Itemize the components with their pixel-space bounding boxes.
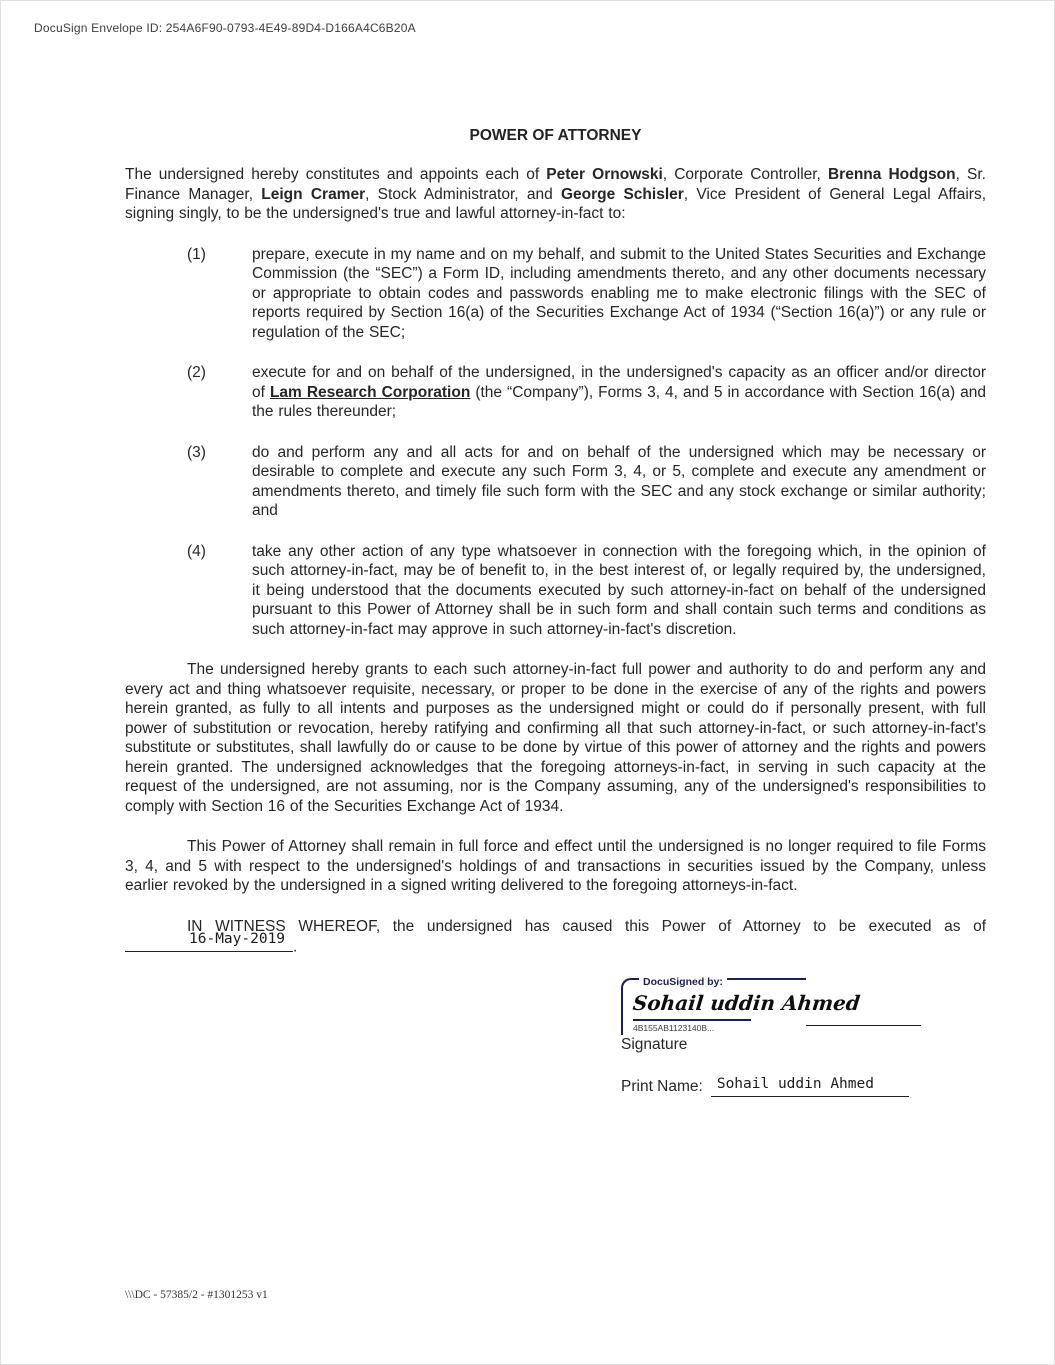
signature-underline [806,1025,921,1026]
execution-date-line [125,931,293,952]
signature-block [621,978,921,1097]
duration-paragraph: This Power of Attorney shall remain in full force and effect until the undersigned is no longer required to file Forms 3, 4, and 5 with respect to the undersigned's holdings of and transactions in securities issued by the Company, unless earlier revoked by the undersigned in a signed writing delivered to the foregoing attorneys-in-fact. [125,838,986,894]
list-item-text [252,363,986,422]
witness-period: . [293,938,298,956]
docusign-envelope-id: DocuSign Envelope ID: 254A6F90-0793-4E49-89D4-D166A4C6B20A [34,21,416,35]
appointee-name-4: George Schisler [560,185,684,203]
list-item-number: (4) [187,542,206,560]
witness-text: IN WITNESS WHEREOF, the undersigned has caused this Power of Attorney to be executed as of [187,917,986,935]
list-item-1 [187,245,986,343]
list-item-number: (3) [187,443,206,461]
list-item-text: take any other action of any type whatsoever in connection with the foregoing which, in the opinion of such attorney-in-fact, may be of benefit to, in the best interest of, or legally required by, the undersigned, it being understood that the documents executed by such attorney-in-fact on behalf of the undersigned pursuant to this Power of Attorney shall be in such form and shall contain such terms and conditions as such attorney-in-fact may approve in such attorney-in-fact's discretion. [252,542,986,638]
appointee-name-2: Brenna Hodgson [827,166,956,183]
grant-paragraph: The undersigned hereby grants to each such attorney-in-fact full power and authority to do and perform any and every act and thing whatsoever requisite, necessary, or proper to be done in the exercise of any of the rights and powers herein granted, as fully to all intents and purposes as the undersigned might or could do if personally present, with full power of substitution or revocation, hereby ratifying and confirming all that such attorney-in-fact, or such attorney-in-fact's substitute or substitutes, shall lawfully do or cause to be done by virtue of this power of attorney and the rights and powers herein granted. The undersigned acknowledges that the foregoing attorneys-in-fact, in serving in such capacity at the request of the undersigned, are not assuming, nor is the Company assuming, any of the undersigned's responsibilities to comply with Section 16 of the Securities Exchange Act of 1934. [125,661,986,815]
intro-text-3: , Sr. Finance Manager, [125,166,986,203]
print-name-label: Print Name: [621,1078,703,1095]
signature-caption: Signature [621,1036,688,1053]
signature-id-code: 4B155AB1123140B... [633,1019,751,1035]
list-item-4 [187,542,986,640]
execution-date-value: 16-May-2019 [189,931,286,947]
list-item-number: (1) [187,245,206,263]
docusigned-by-label: DocuSigned by: [639,976,727,988]
list-item-text: do and perform any and all acts for and on behalf of the undersigned which may be necessary or desirable to complete and execute any such Form 3, 4, or 5, complete and execute any amendment or amendments thereto, and timely file such form with the SEC and any stock exchange or similar authority; and [252,443,986,519]
intro-paragraph [125,165,986,224]
witness-paragraph [125,917,986,958]
document-reference-number: \\\DC - 57385/2 - #1301253 v1 [125,1289,268,1301]
signature-line-row [621,978,921,1035]
docusign-signature-stamp [621,976,862,1035]
document-body [125,1,986,1097]
company-name: Lam Research Corporation [269,383,471,401]
appointee-name-1: Peter Ornowski [546,166,663,183]
item2-text-post: (the “Company”), Forms 3, 4, and 5 in accordance with Section 16(a) and the rules thereunder; [252,383,986,420]
intro-text-4: , Stock Administrator, and [365,185,561,203]
signature-script-name: Sohail uddin Ahmed [631,991,862,1015]
intro-text-2: , Corporate Controller, [662,166,828,183]
list-item-2 [187,363,986,422]
print-name-value: Sohail uddin Ahmed [711,1076,909,1097]
document-title: POWER OF ATTORNEY [469,127,642,144]
list-item-text: prepare, execute in my name and on my behalf, and submit to the United States Securities and Exchange Commission (the “SEC”) a Form ID, including amendments thereto, and any other documents necessary or appropriate to obtain codes and passwords enabling me to make electronic filings with the SEC of reports required by Section 16(a) of the Securities Exchange Act of 1934 (“Section 16(a)”) or any rule or regulation of the SEC; [252,245,986,341]
print-name-row [621,1076,921,1097]
intro-text-1: The undersigned hereby constitutes and appoints each of [125,166,547,183]
item2-text-pre: execute for and on behalf of the undersigned, in the undersigned's capacity as an officer and/or director of [252,364,986,401]
appointee-name-3: Leign Cramer [261,185,366,203]
list-item-number: (2) [187,364,206,381]
list-item-3 [187,443,986,521]
intro-text-5: , Vice President of General Legal Affairs, signing singly, to be the undersigned's true and lawful attorney-in-fact to: [125,185,987,222]
